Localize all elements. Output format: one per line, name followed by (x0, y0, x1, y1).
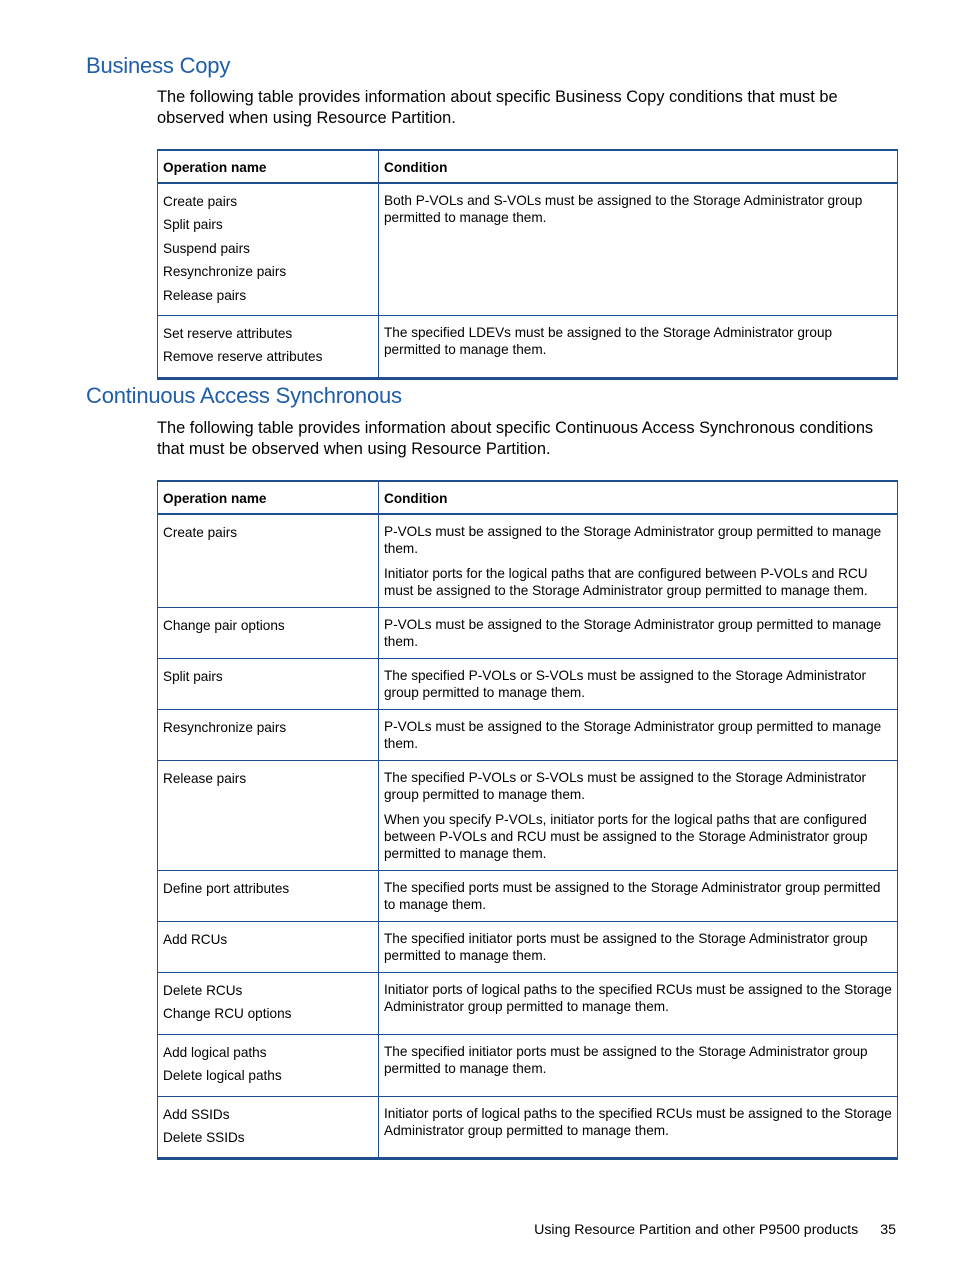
condition-cell (379, 922, 898, 973)
condition-text: When you specify P-VOLs, initiator ports for the logical paths that are configured between P-VOLs and RCU must be assigned to the Storage Administrator group permitted to manage them. (384, 812, 868, 861)
table-row (158, 871, 898, 922)
section-title-continuous-access: Continuous Access Synchronous (86, 383, 402, 408)
column-header-operation: Operation name (158, 150, 379, 183)
column-header-condition: Condition (379, 481, 898, 514)
table-header-row (158, 150, 898, 183)
condition-text: P-VOLs must be assigned to the Storage Administrator group permitted to manage them. (384, 617, 882, 649)
condition-cell (379, 1034, 898, 1096)
condition-text: Initiator ports of logical paths to the specified RCUs must be assigned to the Storage Administrator group permitted to manage them. (384, 982, 892, 1014)
condition-text: The specified P-VOLs or S-VOLs must be assigned to the Storage Administrator group permitted to manage them. (384, 668, 867, 700)
page-footer (534, 1222, 896, 1238)
operation-name: Delete logical paths (163, 1068, 282, 1084)
condition-text: The specified ports must be assigned to the Storage Administrator group permitted to manage them. (384, 880, 881, 912)
table-body (158, 514, 898, 1159)
operation-cell (158, 973, 379, 1035)
table-row (158, 922, 898, 973)
condition-text: Both P-VOLs and S-VOLs must be assigned to the Storage Administrator group permitted to manage them. (384, 193, 863, 225)
operation-name: Delete SSIDs (163, 1129, 245, 1145)
table-row (158, 659, 898, 710)
condition-text: The specified P-VOLs or S-VOLs must be assigned to the Storage Administrator group permitted to manage them. (384, 770, 867, 802)
condition-cell (379, 315, 898, 378)
operation-cell (158, 761, 379, 871)
column-header-condition: Condition (379, 150, 898, 183)
table-row (158, 973, 898, 1035)
operation-name: Split pairs (163, 217, 223, 233)
table-row (158, 1096, 898, 1159)
business-copy-table (157, 149, 898, 380)
operation-name: Create pairs (163, 194, 238, 209)
operation-name: Set reserve attributes (163, 325, 293, 341)
condition-text: P-VOLs must be assigned to the Storage Administrator group permitted to manage them. (384, 524, 882, 556)
table-row (158, 315, 898, 378)
operation-name: Define port attributes (163, 881, 290, 896)
column-header-operation: Operation name (158, 481, 379, 514)
operation-cell (158, 514, 379, 608)
operation-cell (158, 659, 379, 710)
condition-text: Initiator ports for the logical paths that are configured between P-VOLs and RCU must be assigned to the Storage Administrator group permitted to manage them. (384, 566, 868, 598)
condition-cell (379, 608, 898, 659)
section-intro-continuous-access: The following table provides information about specific Continuous Access Synchronous conditions that must be observed when using Resource Partition. (157, 419, 874, 458)
table-row (158, 608, 898, 659)
footer-text: Using Resource Partition and other P9500 products (534, 1222, 859, 1238)
condition-cell (379, 871, 898, 922)
table-row (158, 761, 898, 871)
condition-cell (379, 514, 898, 608)
condition-cell (379, 659, 898, 710)
condition-cell (379, 761, 898, 871)
operation-name: Remove reserve attributes (163, 349, 323, 365)
operation-name: Resynchronize pairs (163, 264, 287, 280)
continuous-access-table (157, 480, 898, 1160)
operation-name: Release pairs (163, 287, 247, 303)
operation-name: Add logical paths (163, 1044, 267, 1060)
operation-name: Split pairs (163, 669, 223, 684)
table-header-row (158, 481, 898, 514)
table-row (158, 710, 898, 761)
condition-text: The specified initiator ports must be assigned to the Storage Administrator group permitted to manage them. (384, 1043, 868, 1076)
condition-cell (379, 183, 898, 315)
operation-name: Suspend pairs (163, 240, 250, 256)
condition-text: The specified LDEVs must be assigned to the Storage Administrator group permitted to manage them. (384, 324, 833, 357)
operation-name: Add SSIDs (163, 1106, 230, 1122)
operation-cell (158, 922, 379, 973)
operation-cell (158, 183, 379, 315)
operation-cell (158, 1096, 379, 1159)
operation-cell (158, 1034, 379, 1096)
table-row (158, 514, 898, 608)
operation-name: Add RCUs (163, 932, 228, 947)
condition-text: The specified initiator ports must be assigned to the Storage Administrator group permitted to manage them. (384, 931, 868, 963)
operation-cell (158, 608, 379, 659)
section-intro-business-copy: The following table provides information about specific Business Copy conditions that must be observed when using Resource Partition. (157, 88, 838, 127)
page-number: 35 (880, 1222, 896, 1238)
operation-name: Delete RCUs (163, 983, 243, 998)
operation-cell (158, 710, 379, 761)
condition-cell (379, 710, 898, 761)
table-row (158, 1034, 898, 1096)
operation-name: Change RCU options (163, 1006, 292, 1022)
operation-cell (158, 315, 379, 378)
condition-cell (379, 1096, 898, 1159)
condition-cell (379, 973, 898, 1035)
operation-cell (158, 871, 379, 922)
section-title-business-copy: Business Copy (86, 53, 231, 78)
operation-name: Change pair options (163, 618, 285, 633)
operation-name: Create pairs (163, 525, 238, 540)
table-row (158, 183, 898, 315)
table-body (158, 183, 898, 378)
condition-text: P-VOLs must be assigned to the Storage Administrator group permitted to manage them. (384, 719, 882, 751)
condition-text: Initiator ports of logical paths to the specified RCUs must be assigned to the Storage Administrator group permitted to manage them. (384, 1105, 892, 1138)
operation-name: Resynchronize pairs (163, 720, 287, 735)
operation-name: Release pairs (163, 771, 247, 786)
